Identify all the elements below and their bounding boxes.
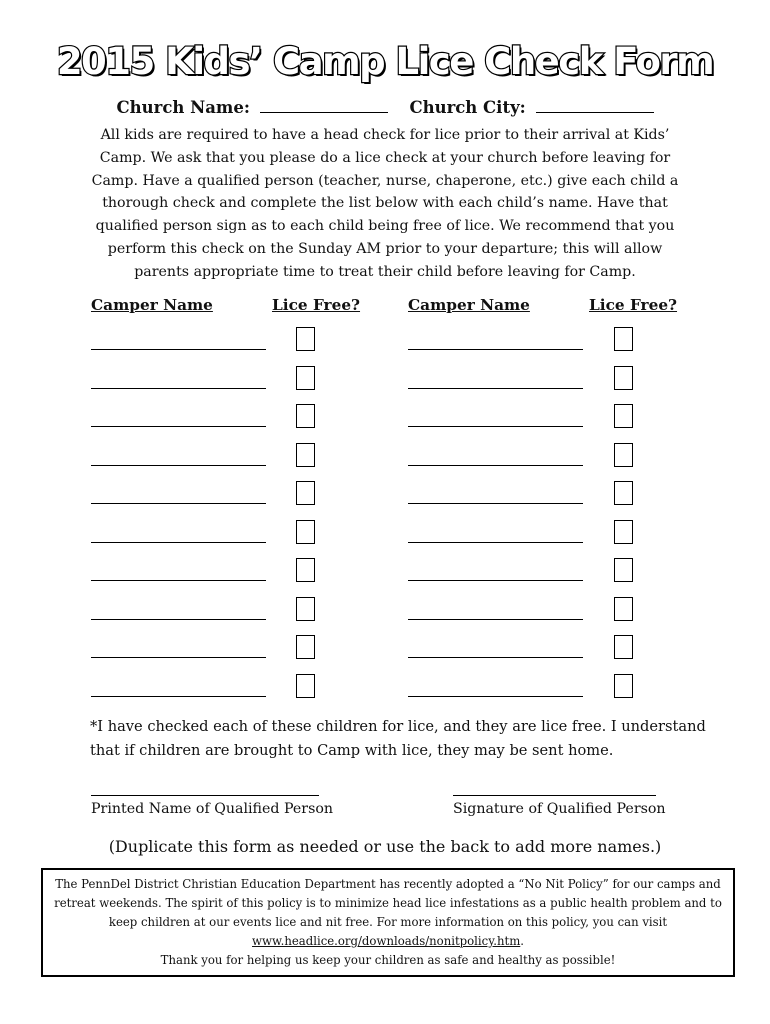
lice-free-checkbox-right[interactable] [614,404,633,428]
camper-row [0,327,770,357]
policy-link-suffix: . [520,934,524,948]
lice-free-checkbox-right[interactable] [614,635,633,659]
lice-free-header-left: Lice Free? [272,296,361,314]
instructions-line: Camp. We ask that you please do a lice check at your church before leaving for [99,149,671,166]
printed-name-label: Printed Name of Qualified Person [91,801,334,817]
policy-thanks: Thank you for helping us keep your children as safe and healthy as possible! [160,953,616,967]
camper-row [0,558,770,588]
camper-name-field-right[interactable] [408,657,583,658]
instructions-line: All kids are required to have a head check for lice prior to their arrival at Kids’ [100,127,670,143]
lice-free-checkbox-right[interactable] [614,481,633,505]
camper-name-field-right[interactable] [408,465,583,466]
lice-free-checkbox-right[interactable] [614,327,633,351]
lice-free-header-right: Lice Free? [589,296,678,314]
policy-line: The PennDel District Christian Education Department has recently adopted a “No Nit Policy” for our camps and [55,877,721,891]
camper-name-field-right[interactable] [408,580,583,581]
camper-row [0,366,770,396]
policy-link[interactable]: www.headlice.org/downloads/nonitpolicy.htm [252,934,521,948]
lice-free-checkbox-right[interactable] [614,558,633,582]
instructions-line: parents appropriate time to treat their child before leaving for Camp. [134,263,636,280]
camper-name-field-right[interactable] [408,349,583,350]
church-city-label: Church City: [409,98,526,117]
camper-row [0,635,770,665]
camper-name-header-left: Camper Name [91,296,213,314]
policy-line: retreat weekends. The spirit of this policy is to minimize head lice infestations as a public health problem and to [54,896,722,910]
camper-row [0,597,770,627]
camper-name-field-right[interactable] [408,503,583,504]
camper-row [0,520,770,550]
lice-free-checkbox-right[interactable] [614,443,633,467]
duplicate-note: (Duplicate this form as needed or use the back to add more names.) [108,837,662,856]
instructions-paragraph [85,124,685,284]
lice-free-checkbox-right[interactable] [614,674,633,698]
camper-name-field-right[interactable] [408,426,583,427]
form-title: 2015 Kids’ Camp Lice Check Form [56,40,714,83]
lice-free-checkbox-right[interactable] [614,366,633,390]
lice-free-statement: *I have checked each of these children for lice, and they are lice free. I understand that if children are brought to Camp with lice, they may be sent home. [90,718,706,759]
church-city-field[interactable] [536,100,654,113]
instructions-line: Camp. Have a qualified person (teacher, nurse, chaperone, etc.) give each child a [91,172,679,189]
camper-name-field-right[interactable] [408,619,583,620]
instructions-line: qualified person sign as to each child being free of lice. We recommend that you [95,218,675,235]
instructions-line: perform this check on the Sunday AM prior to your departure; this will allow [107,240,663,257]
lice-free-checkbox-right[interactable] [614,597,633,621]
camper-name-field-right[interactable] [408,542,583,543]
camper-row [0,481,770,511]
camper-name-field-right[interactable] [408,388,583,389]
camper-row [0,443,770,473]
signature-field[interactable] [453,795,656,796]
camper-row [0,404,770,434]
policy-line: keep children at our events lice and nit free. For more information on this policy, you can visit [108,915,668,929]
camper-name-header-right: Camper Name [408,296,530,314]
instructions-line: thorough check and complete the list below with each child’s name. Have that [102,195,668,212]
camper-name-field-right[interactable] [408,696,583,697]
church-info-line [0,98,770,117]
policy-link-line [43,932,733,951]
church-name-field[interactable] [260,100,388,113]
signature-label: Signature of Qualified Person [453,801,666,817]
printed-name-field[interactable] [91,795,319,796]
church-name-label: Church Name: [116,98,250,117]
lice-free-checkbox-right[interactable] [614,520,633,544]
no-nit-policy-box [41,868,735,977]
camper-row [0,674,770,704]
